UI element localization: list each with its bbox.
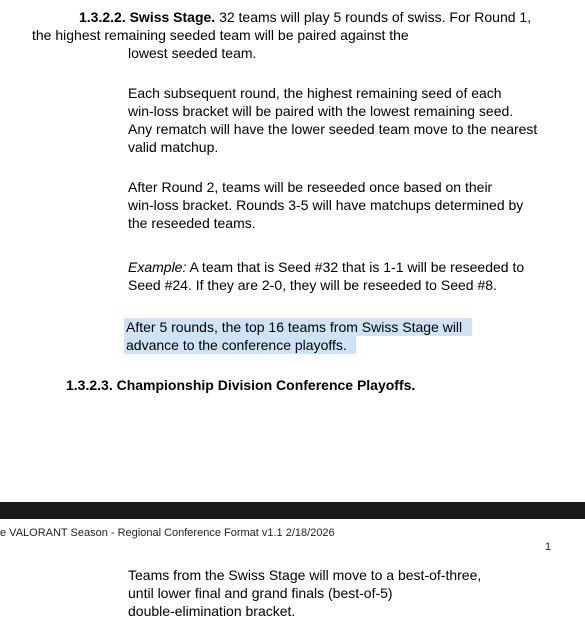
swiss-intro-text: 32 teams will play 5 rounds of swiss. For Round 1, [215, 9, 532, 25]
example-label: Example: [128, 259, 187, 275]
swiss-intro-line-2: the highest remaining seeded team will be paired against the [32, 27, 409, 43]
para2-line: valid matchup. [128, 139, 219, 155]
example-line-1 [128, 258, 524, 276]
swiss-heading-number: 1.3.2.2. [79, 9, 126, 25]
swiss-intro-line-3: lowest seeded team. [128, 45, 257, 61]
para3-line: the reseeded teams. [128, 215, 256, 231]
highlighted-line: After 5 rounds, the top 16 teams from Swiss Stage will [124, 318, 472, 336]
playoffs-heading: 1.3.2.3. Championship Division Conference Playoffs. [66, 377, 416, 393]
para2-line: Any rematch will have the lower seeded team move to the nearest [128, 121, 538, 137]
para2-line: win-loss bracket will be paired with the lowest remaining seed. [128, 103, 514, 119]
highlighted-line: advance to the conference playoffs. [124, 336, 356, 354]
footer-page-number: 1 [545, 541, 552, 553]
swiss-heading-title: Swiss Stage. [129, 9, 216, 25]
next-page-line: double-elimination bracket. [128, 603, 296, 619]
page-break-band [0, 502, 585, 519]
example-line-2: Seed #24. If they are 2-0, they will be reseeded to Seed #8. [128, 277, 497, 293]
example-text: A team that is Seed #32 that is 1-1 will be reseeded to [186, 259, 525, 275]
swiss-heading-line [79, 8, 531, 26]
para2-line: Each subsequent round, the highest remaining seed of each [128, 85, 502, 101]
para3-line: win-loss bracket. Rounds 3-5 will have matchups determined by [128, 197, 524, 213]
next-page-line: Teams from the Swiss Stage will move to a best-of-three, [128, 567, 482, 583]
para3-line: After Round 2, teams will be reseeded once based on their [128, 179, 493, 195]
next-page-line: until lower final and grand finals (best-of-5) [128, 585, 393, 601]
footer-doc-title: e VALORANT Season - Regional Conference Format v1.1 2/18/2026 [0, 527, 335, 539]
